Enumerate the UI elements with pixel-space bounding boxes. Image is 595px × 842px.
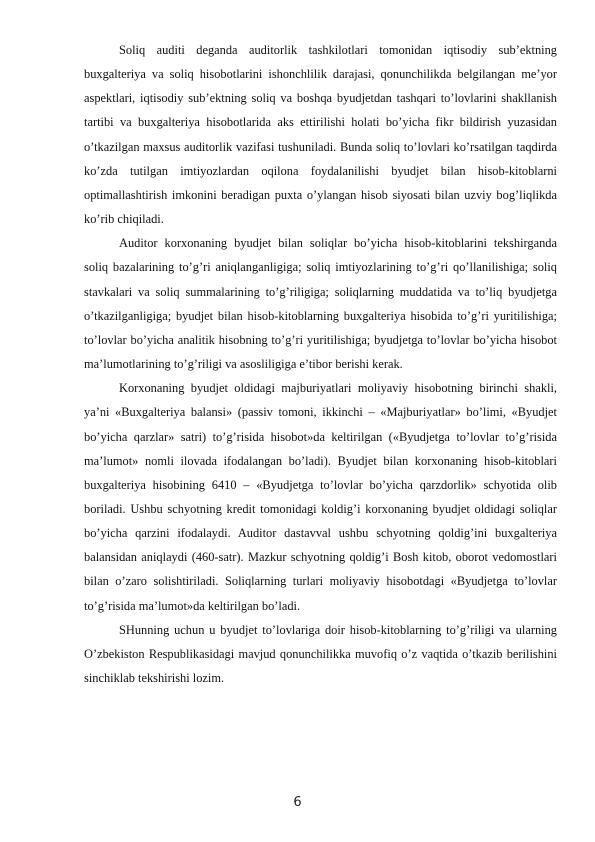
paragraph-auditor-tekshiruvi: Auditor korxonaning byudjet bilan soliqlar bo’yicha hisob-kitoblarini tekshirganda soliq bazalarining to’g’ri aniqlanganligiga; soliq imtiyozlarining to’g’ri qo’llanilishiga; soliq stavkalari va soliq summalarining to’g’riligiga; soliqlarning muddatida va to’liq byudjetga o’tkazilganligiga; byudjet bilan hisob-kitoblarning buxgalteriya hisobida to’g’ri yuritilishiga; to’lovlar bo’yicha analitik hisobning to’g’ri yuritilishiga; byudjetga to’lovlar bo’yicha hisobot ma’lumotlarining to’g’riligi va asosliligiga e’tibor berishi kerak. [84,236,557,372]
page-number: 6 [293,795,302,810]
paragraph-xulosa: SHunning uchun u byudjet to’lovlariga doir hisob-kitoblarning to’g’riligi va ularning O’zbekiston Respublikasidagi mavjud qonunchilikka muvofiq o’z vaqtida o’tkazib berilishini sinchiklab tekshirishi lozim. [84,622,557,686]
paragraph-soliq-auditi: Soliq auditi deganda auditorlik tashkilotlari tomonidan iqtisodiy sub’ektning buxgalteriya va soliq hisobotlarini ishonchlilik darajasi, qonunchilikda belgilangan me’yor aspektlari, iqtisodiy sub’ektning soliq va boshqa byudjetdan tashqari to’lovlarini shakllanish tartibi va buxgalteriya hisobotlarida aks ettirilishi holati bo’yicha fikr bildirish yuzasidan o’tkazilgan maxsus auditorlik vazifasi tushuniladi. Bunda soliq to’lovlari ko’rsatilgan taqdirda ko’zda tutilgan imtiyozlardan oqilona foydalanilishi byudjet bilan hisob-kitoblarni optimallashtirish imkonini beradigan puxta o’ylangan hisob siyosati bilan uzviy bog’liqlikda ko’rib chiqiladi. [84,43,557,227]
document-page [84,38,557,690]
paragraph-byudjet-majburiyatlari: Korxonaning byudjet oldidagi majburiyatlari moliyaviy hisobotning birinchi shakli, ya’ni «Buxgalteriya balansi» (passiv tomoni, ikkinchi – «Majburiyatlar» bo’limi, «Byudjet bo’yicha qarzlar» satri) to’g’risida hisobot»da keltirilgan («Byudjetga to’lovlar to’g’risida ma’lumot» nomli ilovada ifodalangan bo’ladi). Byudjet bilan korxonaning hisob-kitoblari buxgalteriya hisobining 6410 – «Byudjetga to’lovlar bo’yicha qarzdorlik» schyotida olib boriladi. Ushbu schyotning kredit tomonidagi koldig’i korxonaning byudjet oldidagi soliqlar bo’yicha qarzini ifodalaydi. Auditor dastavval ushbu schyotning qoldig’ini buxgalteriya balansidan aniqlaydi (460-satr). Mazkur schyotning qoldig’i Bosh kitob, oborot vedomostlari bilan o’zaro solishtiriladi. Soliqlarning turlari moliyaviy hisobotdagi «Byudjetga to’lovlar to’g’risida ma’lumot»da keltirilgan bo’ladi. [84,381,557,613]
